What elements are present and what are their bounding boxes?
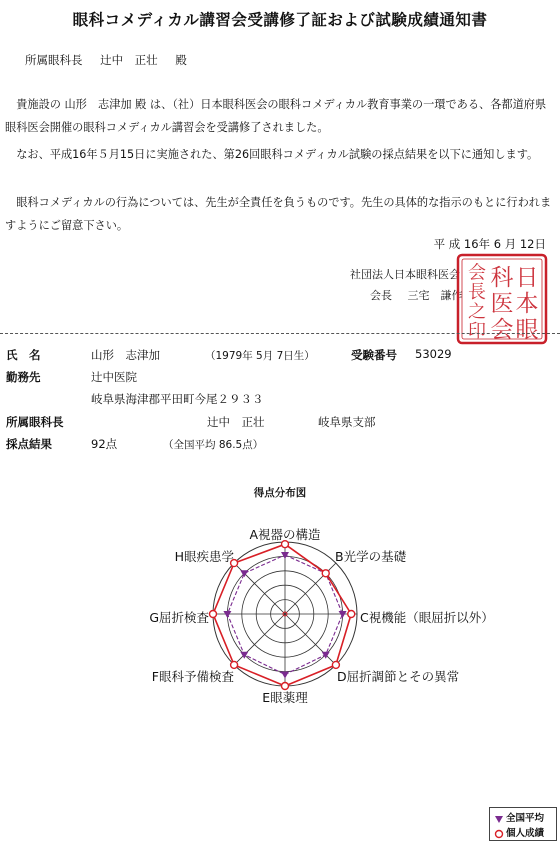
name-label: 氏 名 — [6, 348, 41, 362]
average-point-marker — [281, 552, 289, 559]
seal-character: 本 — [515, 291, 539, 317]
radar-axis-label: H眼疾患学 — [174, 549, 234, 564]
score-label: 採点結果 — [6, 437, 52, 451]
score-value: 92点 — [91, 437, 118, 451]
workplace-name: 辻中医院 — [91, 370, 137, 384]
chart-title: 得点分布図 — [253, 487, 307, 499]
personal-point-marker — [332, 661, 339, 668]
workplace-label: 勤務先 — [6, 370, 41, 384]
radar-axis-label: A視器の構造 — [249, 527, 321, 542]
addressee-name: 辻中 正壮 — [100, 53, 158, 67]
personal-point-marker — [322, 570, 329, 577]
circle-marker-icon — [494, 829, 504, 839]
seal-character: 長 — [468, 282, 486, 303]
legend-label-personal: 個人成績 — [506, 828, 545, 839]
personal-point-marker — [210, 611, 217, 618]
exam-number-label: 受験番号 — [351, 348, 397, 362]
legend-item-average — [494, 810, 544, 824]
average-point-marker — [339, 611, 347, 618]
seal-character: 会 — [468, 262, 486, 284]
radar-axis-line — [285, 614, 336, 665]
document-title: 眼科コメディカル講習会受講修了証および試験成績通知書 — [72, 11, 488, 29]
paragraph-responsibility: 眼科コメディカルの行為については、先生が全責任を負うものです。先生の具体的な指示のもとに行われますようにご留意下さい。 — [5, 196, 552, 232]
chart-legend — [489, 807, 557, 841]
addressee-role: 所属眼科長 — [25, 53, 83, 67]
radar-axis-label: E眼薬理 — [262, 690, 308, 705]
radar-axis-label: F眼科予備検査 — [151, 669, 234, 684]
radar-axis-label: B光学の基礎 — [335, 549, 407, 564]
personal-point-marker — [231, 661, 238, 668]
president-title: 会長 — [370, 289, 392, 302]
seal-character: 会 — [490, 317, 514, 343]
exam-number-value: 53029 — [415, 347, 452, 361]
score-average: （全国平均 86.5点） — [163, 439, 264, 451]
paragraph-completion: 貴施設の 山形 志津加 殿 は、（社）日本眼科医会の眼科コメディカル教育事業の一環である、各都道府県眼科医会開催の眼科コメディカル講習会を受講修了されました。 — [5, 98, 547, 134]
radar-axis-label: C視機能（眼屈折以外） — [360, 610, 494, 625]
seal-character: 医 — [490, 291, 514, 317]
radar-axis-line — [234, 614, 285, 665]
seal-character: 之 — [468, 301, 486, 323]
average-point-marker — [223, 611, 231, 618]
chief-branch: 岐阜県支部 — [318, 415, 376, 429]
president-name: 三宅 謙作 — [407, 289, 463, 302]
average-point-marker — [281, 671, 289, 678]
seal-character: 科 — [490, 265, 514, 291]
paragraph-exam-result: なお、平成16年５月15日に実施された、第26回眼科コメディカル試験の採点結果を以下に通知します。 — [5, 148, 539, 161]
radar-axis-label: D屈折調節とその異常 — [337, 669, 460, 684]
addressee-honorific: 殿 — [175, 53, 187, 67]
seal-character: 日 — [515, 265, 539, 291]
triangle-marker-icon — [494, 814, 504, 824]
legend-label-average: 全国平均 — [506, 813, 545, 824]
organization-name: 社団法人日本眼科医会 — [350, 268, 460, 281]
legend-item-personal — [494, 825, 544, 839]
seal-character: 印 — [468, 321, 486, 342]
birthdate-value: （1979年 5月 7日生） — [205, 350, 315, 362]
chief-label: 所属眼科長 — [6, 415, 64, 429]
personal-point-marker — [348, 611, 355, 618]
radar-axis-label: G屈折検査 — [149, 610, 209, 625]
seal-character: 眼 — [515, 317, 539, 343]
personal-point-marker — [282, 683, 289, 690]
chief-name: 辻中 正壮 — [207, 415, 265, 429]
name-value: 山形 志津加 — [91, 348, 160, 362]
issue-date: 平 成 16年 6 月 12日 — [433, 237, 546, 251]
workplace-address: 岐阜県海津郡平田町今尾２９３３ — [91, 392, 264, 406]
